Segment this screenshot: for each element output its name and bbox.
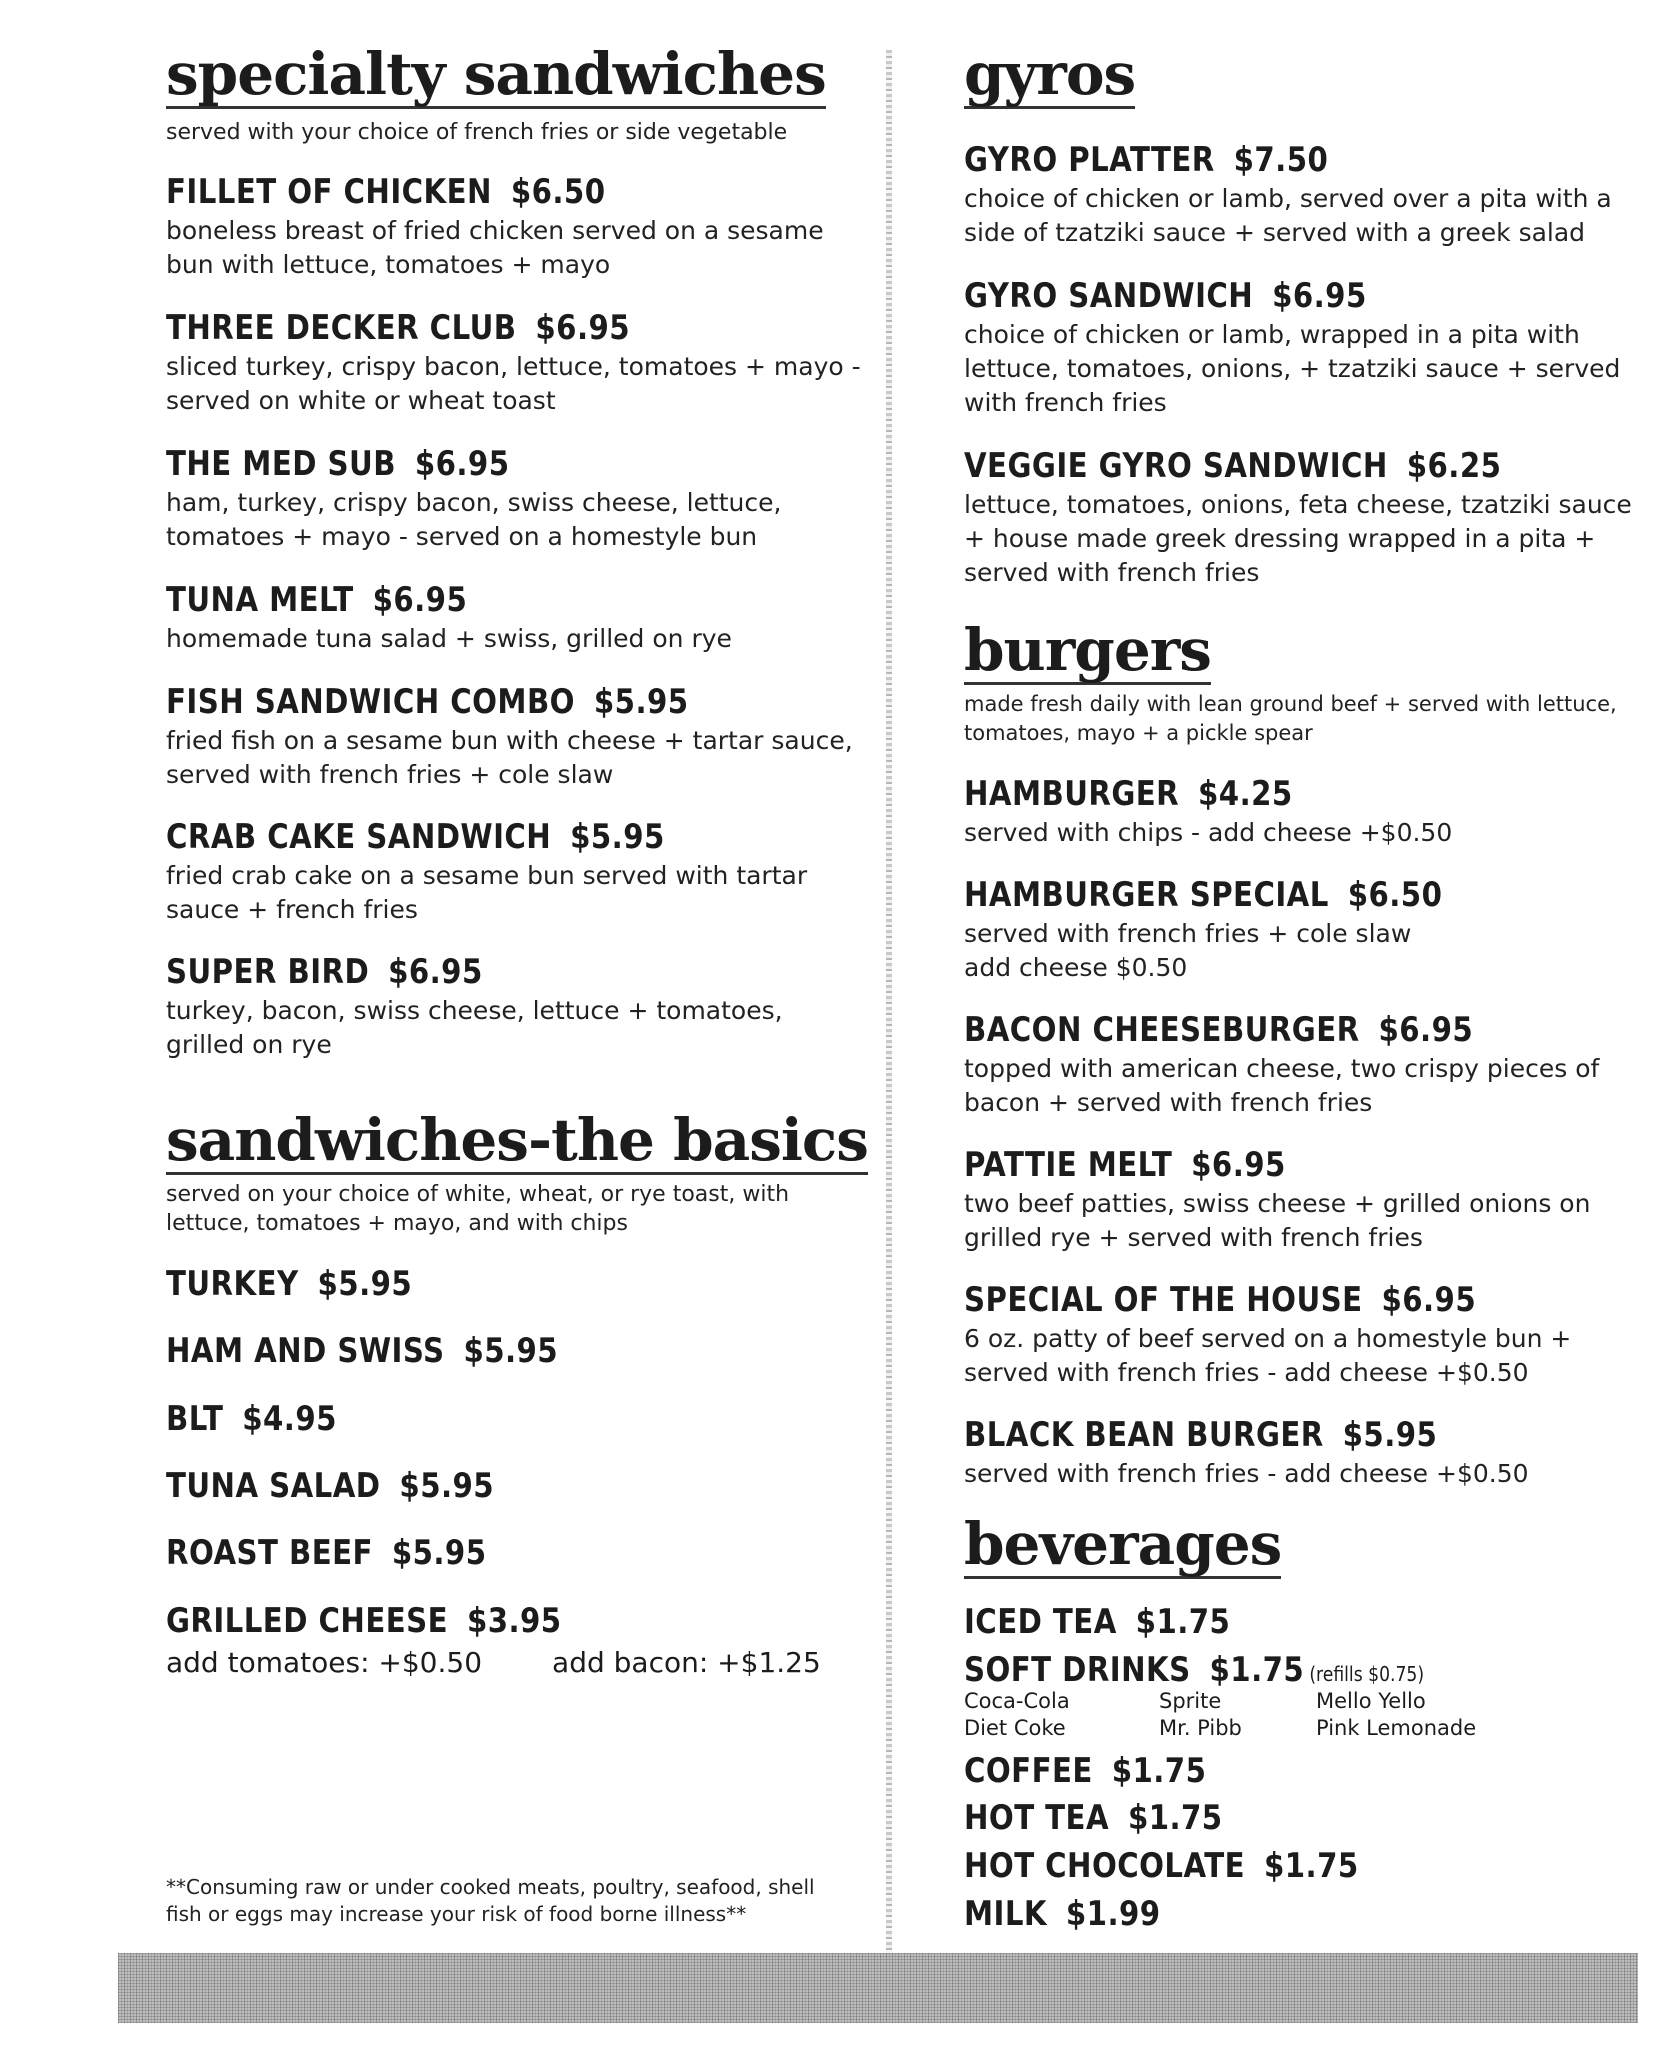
soft-drink-options [964, 1688, 1516, 1742]
item-name: SUPER BIRD [166, 952, 370, 992]
menu-item [964, 276, 1654, 420]
menu-item [964, 1010, 1654, 1120]
item-price: $6.95 [1381, 1280, 1477, 1320]
soft-drink-option: Coca-Cola [964, 1689, 1070, 1713]
menu-item [166, 952, 866, 1062]
soft-drink-option: Pink Lemonade [1316, 1716, 1477, 1740]
item-price: $6.25 [1406, 446, 1502, 486]
item-price: $6.95 [1272, 276, 1367, 316]
menu-item [166, 444, 866, 554]
item-name: FISH SANDWICH COMBO [166, 682, 575, 722]
menu-item [166, 1466, 866, 1506]
item-price: $6.50 [510, 172, 606, 212]
soft-drink-option: Mr. Pibb [1159, 1716, 1242, 1740]
item-price: $5.95 [570, 817, 665, 857]
soft-drink-option: Diet Coke [964, 1716, 1066, 1740]
item-price: $6.95 [1191, 1145, 1286, 1185]
menu-item [964, 140, 1654, 250]
item-name: TUNA MELT [166, 580, 354, 620]
section-title-beverages: beverages [964, 1510, 1282, 1578]
item-name: THREE DECKER CLUB [166, 308, 517, 348]
menu-item [964, 1602, 1654, 1642]
item-description: two beef patties, swiss cheese + grilled onions on grilled rye + served with french fries [964, 1189, 1591, 1252]
item-price: $5.95 [317, 1264, 413, 1304]
item-price: $5.95 [463, 1331, 559, 1371]
item-description: fried fish on a sesame bun with cheese + tartar sauce, served with french fries + cole slaw [166, 726, 853, 789]
item-name: HAM AND SWISS [166, 1331, 445, 1371]
menu-item [166, 1399, 866, 1439]
item-description: lettuce, tomatoes, onions, feta cheese, tzatziki sauce + house made greek dressing wrapped in a pita + served with french fries [964, 490, 1632, 587]
menu-item [166, 682, 866, 792]
item-description: choice of chicken or lamb, wrapped in a pita with lettuce, tomatoes, onions, + tzatziki sauce + served with french fries [964, 320, 1621, 417]
item-name: HOT TEA [964, 1798, 1110, 1838]
item-price: $4.25 [1198, 774, 1293, 814]
menu-item [964, 1751, 1654, 1791]
food-safety-disclaimer: **Consuming raw or under cooked meats, poultry, seafood, shell fish or eggs may increase your risk of food borne illness** [166, 1875, 815, 1926]
item-price: $4.95 [242, 1399, 337, 1439]
item-name: GYRO SANDWICH [964, 276, 1254, 316]
addon-tomatoes: add tomatoes: +$0.50 [166, 1646, 483, 1679]
item-name: TUNA SALAD [166, 1466, 381, 1506]
menu-item [964, 774, 1654, 850]
item-price: $7.50 [1233, 140, 1329, 180]
item-name: PATTIE MELT [964, 1145, 1173, 1185]
item-description: sliced turkey, crispy bacon, lettuce, tomatoes + mayo - served on white or wheat toast [166, 352, 861, 415]
scan-noise-band [118, 1953, 1638, 2023]
menu-item [166, 172, 866, 282]
menu-item [964, 1846, 1654, 1886]
item-price: $1.75 [1135, 1602, 1231, 1642]
item-name: CRAB CAKE SANDWICH [166, 817, 552, 857]
item-name: GRILLED CHEESE [166, 1601, 449, 1641]
menu-item [964, 1798, 1654, 1838]
item-description: served with french fries + cole slaw add cheese $0.50 [964, 919, 1412, 982]
soft-drink-option: Mello Yello [1316, 1689, 1426, 1713]
section-title-specialty: specialty sandwiches [166, 40, 826, 108]
item-price: $5.95 [1342, 1415, 1438, 1455]
item-name: HAMBURGER [964, 774, 1180, 814]
section-title-gyros: gyros [964, 40, 1136, 108]
item-name: BACON CHEESEBURGER [964, 1010, 1360, 1050]
item-price: $3.95 [466, 1601, 562, 1641]
item-name: ROAST BEEF [166, 1533, 373, 1573]
item-price: $1.75 [1263, 1846, 1359, 1886]
item-price: $1.99 [1065, 1894, 1161, 1934]
menu-item [964, 1415, 1654, 1491]
item-name: FILLET OF CHICKEN [166, 172, 492, 212]
soft-drink-option: Sprite [1159, 1689, 1222, 1713]
item-price: $1.75 [1111, 1751, 1207, 1791]
addon-bacon: add bacon: +$1.25 [552, 1646, 821, 1679]
item-description: choice of chicken or lamb, served over a pita with a side of tzatziki sauce + served with a greek salad [964, 184, 1612, 247]
section-title-burgers: burgers [964, 616, 1211, 684]
item-price: $6.95 [414, 444, 510, 484]
item-name: COFFEE [964, 1751, 1093, 1791]
item-price: $6.95 [1378, 1010, 1474, 1050]
item-name: HOT CHOCOLATE [964, 1846, 1246, 1886]
item-description: fried crab cake on a sesame bun served with tartar sauce + french fries [166, 861, 808, 924]
menu-item [964, 1145, 1654, 1255]
menu-item [964, 875, 1654, 985]
item-description: topped with american cheese, two crispy pieces of bacon + served with french fries [964, 1054, 1600, 1117]
item-description: boneless breast of fried chicken served on a sesame bun with lettuce, tomatoes + mayo [166, 216, 824, 279]
item-name: SPECIAL OF THE HOUSE [964, 1280, 1363, 1320]
item-description: served with chips - add cheese +$0.50 [964, 818, 1453, 847]
menu-item [166, 1264, 866, 1304]
section-subtitle-specialty: served with your choice of french fries or side vegetable [166, 120, 788, 145]
item-name: VEGGIE GYRO SANDWICH [964, 446, 1388, 486]
item-price: $5.95 [391, 1533, 487, 1573]
item-price: $6.95 [535, 308, 631, 348]
item-name: ICED TEA [964, 1602, 1117, 1642]
column-divider [886, 50, 892, 1955]
item-name: BLACK BEAN BURGER [964, 1415, 1324, 1455]
menu-item [964, 446, 1654, 590]
menu-item [166, 580, 866, 656]
grilled-cheese-addons [166, 1646, 821, 1680]
item-name: THE MED SUB [166, 444, 396, 484]
section-subtitle-basics: served on your choice of white, wheat, or rye toast, with lettuce, tomatoes + mayo, and with chips [166, 1182, 790, 1236]
menu-item [166, 1331, 866, 1371]
menu-item [964, 1894, 1654, 1934]
item-name: SOFT DRINKS [964, 1650, 1191, 1690]
item-name: MILK [964, 1894, 1047, 1934]
item-price: $6.50 [1347, 875, 1443, 915]
item-description: served with french fries - add cheese +$0.50 [964, 1459, 1529, 1488]
section-subtitle-burgers: made fresh daily with lean ground beef + served with lettuce, tomatoes, mayo + a pickle spear [964, 692, 1617, 745]
section-title-basics: sandwiches-the basics [166, 1106, 868, 1174]
item-price: $6.95 [388, 952, 483, 992]
refill-note: (refills $0.75) [1309, 1662, 1425, 1686]
item-description: 6 oz. patty of beef served on a homestyle bun + served with french fries - add cheese +$0.50 [964, 1324, 1572, 1387]
item-price: $1.75 [1209, 1650, 1305, 1690]
item-description: homemade tuna salad + swiss, grilled on rye [166, 624, 732, 653]
menu-item [964, 1280, 1654, 1390]
menu-item [166, 1533, 866, 1573]
item-name: GYRO PLATTER [964, 140, 1215, 180]
item-name: BLT [166, 1399, 224, 1439]
item-name: HAMBURGER SPECIAL [964, 875, 1329, 915]
item-price: $5.95 [593, 682, 689, 722]
item-name: TURKEY [166, 1264, 299, 1304]
menu-item [166, 817, 866, 927]
item-description: ham, turkey, crispy bacon, swiss cheese, lettuce, tomatoes + mayo - served on a homestyle bun [166, 488, 782, 551]
item-description: turkey, bacon, swiss cheese, lettuce + tomatoes, grilled on rye [166, 996, 783, 1059]
menu-item [166, 1601, 866, 1641]
item-price: $6.95 [372, 580, 468, 620]
item-price: $1.75 [1127, 1798, 1223, 1838]
menu-item [166, 308, 866, 418]
item-price: $5.95 [399, 1466, 495, 1506]
